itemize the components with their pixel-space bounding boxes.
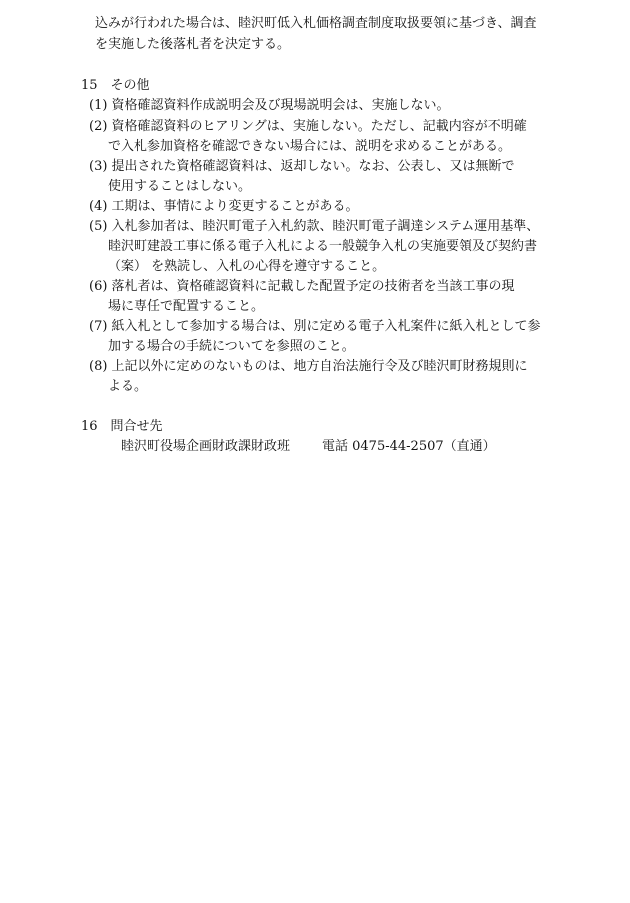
item-8-line-1: (8) 上記以外に定めのないものは、地方自治法施行令及び睦沢町財務規則に	[89, 359, 528, 374]
item-8-line-2: よる。	[108, 379, 148, 394]
item-6-line-1: (6) 落札者は、資格確認資料に記載した配置予定の技術者を当該工事の現	[89, 279, 515, 294]
item-5-line-1: (5) 入札参加者は、睦沢町電子入札約款、睦沢町電子調達システム運用基準、	[89, 219, 540, 234]
item-3-line-2: 使用することはしない。	[108, 179, 252, 194]
item-5-line-3: （案） を熟読し、入札の心得を遵守すること。	[108, 259, 386, 274]
continuation-line-1: 込みが行われた場合は、睦沢町低入札価格調査制度取扱要領に基づき、調査	[95, 16, 537, 31]
item-6-line-2: 場に専任で配置すること。	[108, 299, 265, 314]
section-15-heading: 15 その他	[81, 78, 150, 93]
item-7-line-2: 加する場合の手続についてを参照のこと。	[108, 339, 355, 354]
item-5-line-2: 睦沢町建設工事に係る電子入札による一般競争入札の実施要領及び契約書	[108, 239, 538, 254]
section-16-heading: 16 問合せ先	[81, 419, 163, 434]
item-2-line-2: で入札参加資格を確認できない場合には、説明を求めることがある。	[108, 139, 512, 154]
contact-phone: 電話 0475-44-2507（直通）	[322, 439, 496, 454]
item-2-line-1: (2) 資格確認資料のヒアリングは、実施しない。ただし、記載内容が不明確	[89, 119, 527, 134]
contact-office: 睦沢町役場企画財政課財政班	[121, 439, 291, 454]
item-3-line-1: (3) 提出された資格確認資料は、返却しない。なお、公表し、又は無断で	[89, 159, 515, 174]
continuation-line-2: を実施した後落札者を決定する。	[95, 37, 291, 52]
item-7-line-1: (7) 紙入札として参加する場合は、別に定める電子入札案件に紙入札として参	[89, 319, 541, 334]
item-4-line-1: (4) 工期は、事情により変更することがある。	[89, 199, 359, 214]
item-1-line-1: (1) 資格確認資料作成説明会及び現場説明会は、実施しない。	[89, 98, 450, 113]
